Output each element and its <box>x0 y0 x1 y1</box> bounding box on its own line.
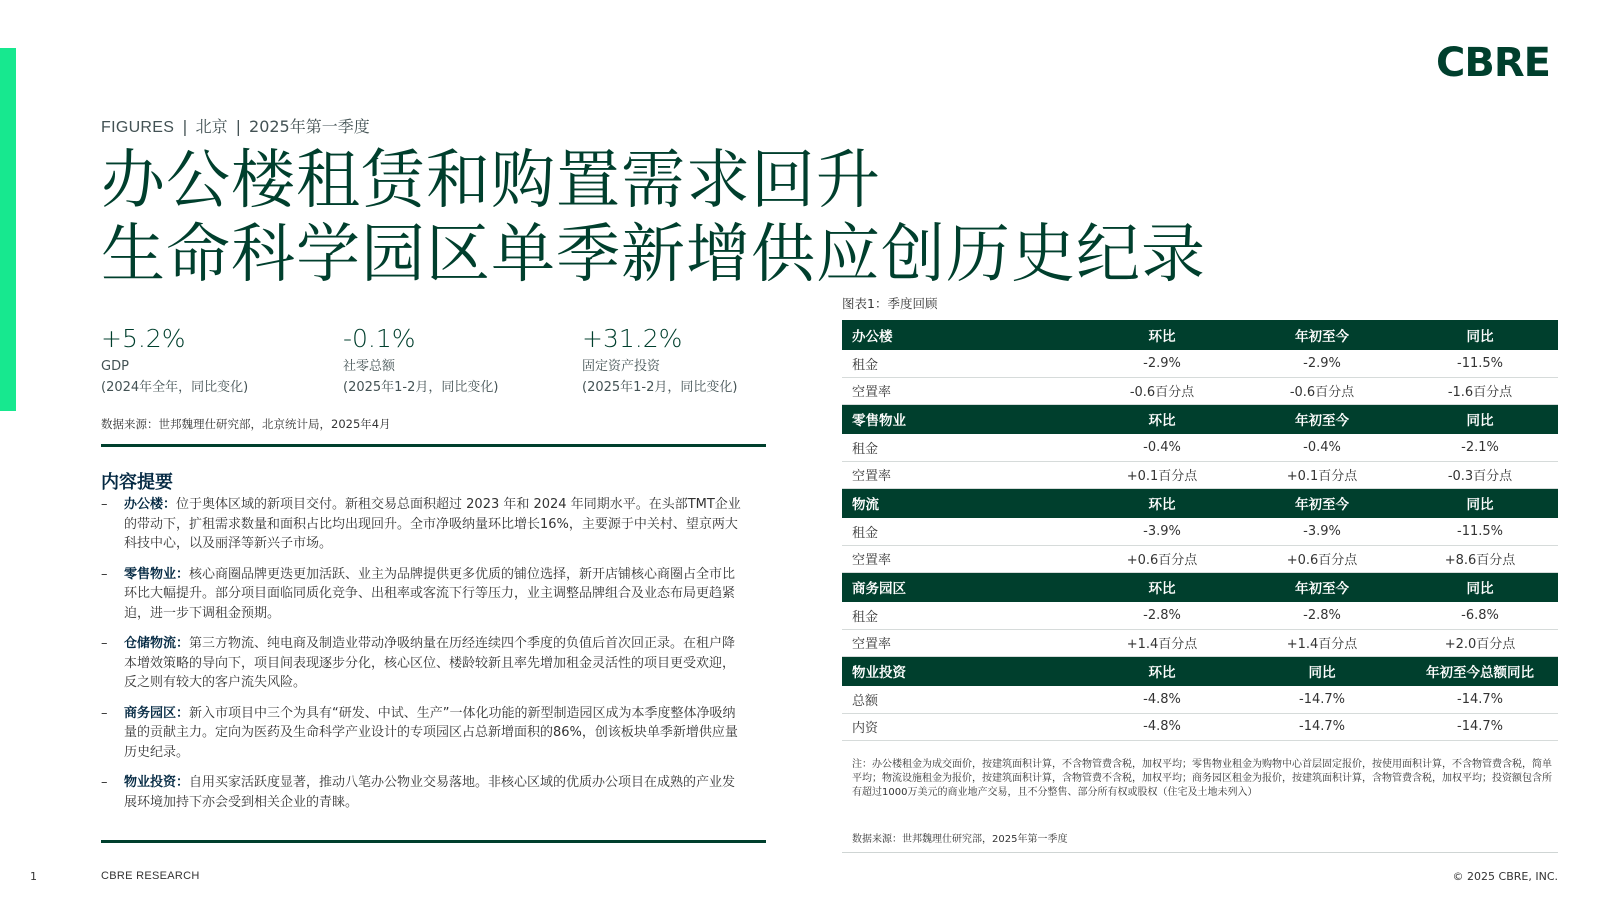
table-footnote: 注：办公楼租金为成交面价，按建筑面积计算，不含物管费含税，加权平均；零售物业租金为购物中心首层固定报价，按使用面积计算，不含物管费含税，简单平均；物流设施租金为报价，按建筑面积计算，含物管费不含税，加权平均；商务园区租金为报价，按建筑面积计算，含物管费含税，加权平均；投资额包含所有超过1000万美元的商业地产交易，且不分整售、部分所有权或股权（住宅及土地未列入） <box>852 759 1552 798</box>
kicker-separator: | <box>182 117 188 136</box>
table-cell: -2.9% <box>1242 350 1402 377</box>
table-row <box>842 713 1558 740</box>
kicker-period: 2025年第一季度 <box>249 117 370 136</box>
cbre-logo: CBRE <box>1436 40 1550 86</box>
table-header-cell: 环比 <box>1082 320 1242 350</box>
table-row <box>842 602 1558 629</box>
table-row <box>842 377 1558 404</box>
summary-text: 新入市项目中三个为具有“研发、中试、生产”一体化功能的新型制造园区成为本季度整体净吸纳量的贡献主力。定向为医药及生命科学产业设计的专项园区占总新增面积的86%，创该板块单季新增供应量历史纪录。 <box>124 705 738 760</box>
table-row <box>842 629 1558 656</box>
title-line-2: 生命科学园区单季新增供应创历史纪录 <box>101 218 1206 292</box>
table-header-row <box>842 488 1558 518</box>
table-cell: -1.6百分点 <box>1402 377 1558 404</box>
table-cell: -6.8% <box>1402 602 1558 629</box>
table-cell: +2.0百分点 <box>1402 629 1558 656</box>
table-cell: -0.4% <box>1082 434 1242 461</box>
table-header-row <box>842 656 1558 686</box>
table-cell: +0.6百分点 <box>1082 545 1242 572</box>
title-line-1: 办公楼租赁和购置需求回升 <box>101 144 881 218</box>
table-cell: -0.6百分点 <box>1242 377 1402 404</box>
summary-list <box>101 495 746 823</box>
list-item: – 物业投资：自用买家活跃度显著，推动八笔办公物业交易落地。非核心区域的优质办公项目在成熟的产业发展环境加持下亦会受到相关企业的青睐。 <box>101 775 736 810</box>
table-header-cell: 同比 <box>1402 320 1558 350</box>
table-cell: +1.4百分点 <box>1082 629 1242 656</box>
table-header-row <box>842 404 1558 434</box>
table-cell: -2.8% <box>1082 602 1242 629</box>
table-cell: +0.6百分点 <box>1242 545 1402 572</box>
summary-text: 第三方物流、纯电商及制造业带动净吸纳量在历经连续四个季度的负值后首次回正录。在租户降本增效策略的导向下，项目间表现逐步分化，核心区位、楼龄较新且率先增加租金灵活性的项目更受欢迎，反之则有较大的客户流失风险。 <box>124 636 736 690</box>
table-row <box>842 350 1558 377</box>
table-row <box>842 434 1558 461</box>
table-cell: -14.7% <box>1402 686 1558 713</box>
stat-label: GDP <box>101 359 129 374</box>
table-header-cell: 零售物业 <box>842 404 1082 434</box>
table-cell: -11.5% <box>1402 350 1558 377</box>
stat-retail-sales <box>343 322 573 398</box>
stat-value: -0.1% <box>343 324 416 353</box>
table-cell: -14.7% <box>1242 686 1402 713</box>
table-cell: 空置率 <box>842 629 1082 656</box>
list-item: – 商务园区：新入市项目中三个为具有“研发、中试、生产”一体化功能的新型制造园区成为本季度整体净吸纳量的贡献主力。定向为医药及生命科学产业设计的专项园区占总新增面积的86%，创该板块单季新增供应量历史纪录。 <box>101 705 738 760</box>
table-header-cell: 同比 <box>1402 404 1558 434</box>
table-header-row <box>842 572 1558 602</box>
list-item: – 零售物业：核心商圈品牌更迭更加活跃、业主为品牌提供更多优质的铺位选择，新开店铺核心商圈占全市比环比大幅提升。部分项目面临同质化竞争、出租率或客流下行等压力，业主调整品牌组合及业态布局更趋紧迫，进一步下调租金预期。 <box>101 566 736 621</box>
table-cell: -0.6百分点 <box>1082 377 1242 404</box>
stat-label: 固定资产投资 <box>582 359 661 374</box>
section-divider <box>101 840 766 843</box>
table-header-cell: 商务园区 <box>842 572 1082 602</box>
quarterly-review-table <box>842 320 1558 741</box>
summary-term: 商务园区： <box>124 705 190 721</box>
stat-label: 社零总额 <box>343 359 396 374</box>
stat-gdp <box>101 322 331 398</box>
table-cell: 租金 <box>842 350 1082 377</box>
table-cell: -4.8% <box>1082 686 1242 713</box>
stat-note: (2025年1-2月，同比变化) <box>343 380 499 395</box>
stat-note: (2024年全年，同比变化) <box>101 380 249 395</box>
summary-text: 核心商圈品牌更迭更加活跃、业主为品牌提供更多优质的铺位选择，新开店铺核心商圈占全市比环比大幅提升。部分项目面临同质化竞争、出租率或客流下行等压力，业主调整品牌组合及业态布局更趋紧迫，进一步下调租金预期。 <box>124 566 736 621</box>
table-cell: 内资 <box>842 713 1082 740</box>
table-header-cell: 年初至今 <box>1242 404 1402 434</box>
table-header-cell: 环比 <box>1082 572 1242 602</box>
table-header-cell: 年初至今 <box>1242 488 1402 518</box>
table-cell: -2.9% <box>1082 350 1242 377</box>
table-header-row <box>842 320 1558 350</box>
table-cell: -11.5% <box>1402 518 1558 545</box>
table-header-cell: 同比 <box>1402 572 1558 602</box>
table-cell: 空置率 <box>842 461 1082 488</box>
table-header-cell: 年初至今 <box>1242 572 1402 602</box>
stats-source: 数据来源：世邦魏理仕研究部，北京统计局，2025年4月 <box>101 417 391 431</box>
summary-text: 位于奥体区域的新项目交付。新租交易总面积超过 2023 年和 2024 年同期水平。在头部TMT企业的带动下，扩租需求数量和面积占比均出现回升。全市净吸纳量环比增长16%，主要源于中关村、望京两大科技中心，以及丽泽等新兴子市场。 <box>124 497 741 551</box>
table-cell: -2.8% <box>1242 602 1402 629</box>
summary-term: 仓储物流： <box>124 636 190 651</box>
table-cell: -2.1% <box>1402 434 1558 461</box>
summary-term: 物业投资： <box>124 775 190 790</box>
table-cell: 空置率 <box>842 545 1082 572</box>
table-header-cell: 环比 <box>1082 656 1242 686</box>
list-item: – 仓储物流：第三方物流、纯电商及制造业带动净吸纳量在历经连续四个季度的负值后首次回正录。在租户降本增效策略的导向下，项目间表现逐步分化，核心区位、楼龄较新且率先增加租金灵活性的项目更受欢迎，反之则有较大的客户流失风险。 <box>101 636 736 690</box>
section-divider <box>101 444 766 447</box>
table-header-cell: 同比 <box>1402 488 1558 518</box>
table-header-cell: 办公楼 <box>842 320 1082 350</box>
table-cell: -14.7% <box>1242 713 1402 740</box>
table-cell: -3.9% <box>1082 518 1242 545</box>
table-header-cell: 环比 <box>1082 488 1242 518</box>
table-cell: -0.4% <box>1242 434 1402 461</box>
table-cell: 租金 <box>842 434 1082 461</box>
footer-copyright: © 2025 CBRE, INC. <box>1452 870 1558 883</box>
stat-value: +31.2% <box>582 324 683 353</box>
key-stats <box>101 322 766 402</box>
table-header-cell: 物业投资 <box>842 656 1082 686</box>
table-cell: 空置率 <box>842 377 1082 404</box>
table-cell: +1.4百分点 <box>1242 629 1402 656</box>
summary-text: 自用买家活跃度显著，推动八笔办公物业交易落地。非核心区域的优质办公项目在成熟的产业发展环境加持下亦会受到相关企业的青睐。 <box>124 775 736 810</box>
table-header-cell: 环比 <box>1082 404 1242 434</box>
page-number: 1 <box>30 870 37 883</box>
footer-brand: CBRE RESEARCH <box>101 870 200 882</box>
summary-term: 零售物业： <box>124 566 190 582</box>
kicker-separator: | <box>235 117 242 136</box>
table-row <box>842 686 1558 713</box>
footer-divider <box>842 852 1558 853</box>
kicker <box>101 114 370 137</box>
table-cell: 租金 <box>842 518 1082 545</box>
table-cell: -0.3百分点 <box>1402 461 1558 488</box>
table-header-cell: 同比 <box>1242 656 1402 686</box>
list-item: – 办公楼：位于奥体区域的新项目交付。新租交易总面积超过 2023 年和 2024 年同期水平。在头部TMT企业的带动下，扩租需求数量和面积占比均出现回升。全市净吸纳量环比增长16%，主要源于中关村、望京两大科技中心，以及丽泽等新兴子市场。 <box>101 497 741 551</box>
stat-value: +5.2% <box>101 324 186 353</box>
table-row <box>842 545 1558 572</box>
table-cell: 租金 <box>842 602 1082 629</box>
table-cell: -3.9% <box>1242 518 1402 545</box>
table-cell: +0.1百分点 <box>1082 461 1242 488</box>
table-header-cell: 年初至今 <box>1242 320 1402 350</box>
page-title <box>101 144 1281 292</box>
kicker-city: 北京 <box>195 117 228 136</box>
accent-bar <box>0 48 16 411</box>
table-header-cell: 物流 <box>842 488 1082 518</box>
table-source: 数据来源：世邦魏理仕研究部，2025年第一季度 <box>852 834 1068 845</box>
table-cell: +8.6百分点 <box>1402 545 1558 572</box>
table-caption: 图表1：季度回顾 <box>842 296 938 311</box>
table-cell: -4.8% <box>1082 713 1242 740</box>
table-header-cell: 年初至今总额同比 <box>1402 656 1558 686</box>
table-row <box>842 461 1558 488</box>
summary-title: 内容提要 <box>101 472 173 493</box>
stat-fixed-investment <box>582 322 812 398</box>
kicker-figures: FIGURES <box>101 119 175 136</box>
table-row <box>842 518 1558 545</box>
stat-note: (2025年1-2月，同比变化) <box>582 380 738 395</box>
table-cell: -14.7% <box>1402 713 1558 740</box>
table-cell: +0.1百分点 <box>1242 461 1402 488</box>
summary-term: 办公楼： <box>124 497 177 512</box>
table-cell: 总额 <box>842 686 1082 713</box>
